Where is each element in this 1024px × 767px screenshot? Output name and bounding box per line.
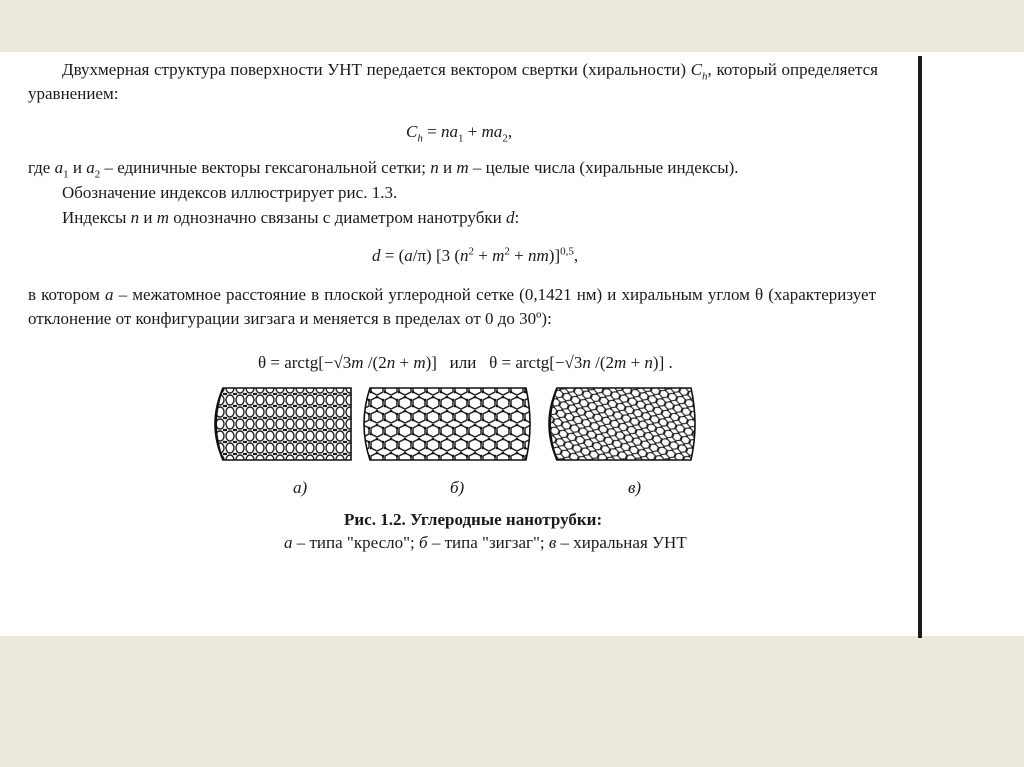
paragraph-1-line-1 bbox=[62, 60, 878, 83]
equation-chiral-angle: θ = arctg[−√3m /(2n + m)] или θ = arctg[−√3n /(2m + n)] . bbox=[258, 353, 673, 372]
paragraph-5-line-1: в котором a – межатомное расстояние в плоской углеродной сетке (0,1421 нм) и хиральным углом θ (характеризует bbox=[28, 285, 876, 304]
paragraph-1-line-2: уравнением: bbox=[28, 84, 119, 103]
equation-chirality-vector: $C_h = na_1 + ma_2$, bbox=[406, 122, 513, 145]
paragraph-2: где $a_1$ и $a_2$ – единичные векторы гексагональной сетки; n и m – целые числа (хиральные индексы). bbox=[28, 158, 739, 181]
paragraph-4: Индексы n и m однозначно связаны с диаметром нанотрубки d: bbox=[62, 208, 520, 227]
figure-caption: а – типа "кресло"; б – типа "зигзаг"; в – хиральная УНТ bbox=[284, 533, 687, 552]
p1-text: Двухмерная структура поверхности УНТ передается вектором свертки (хиральности) $C_h$, который определяется bbox=[62, 60, 878, 83]
paragraph-3: Обозначение индексов иллюстрирует рис. 1.3. bbox=[62, 183, 398, 202]
figure-label-c: в) bbox=[628, 478, 642, 497]
zigzag-nanotube-image bbox=[356, 382, 534, 466]
chiral-nanotube-image bbox=[539, 382, 699, 466]
paragraph-5-line-2: отклонение от конфигурации зигзага и меняется в пределах от 0 до 30º): bbox=[28, 309, 552, 328]
armchair-nanotube-image bbox=[205, 382, 355, 466]
figure-label-a: а) bbox=[293, 478, 308, 497]
equation-diameter: d = (a/π) [3 $(n^2 + m^2 + nm)]^{0,5}$, bbox=[372, 245, 579, 265]
page-edge-line bbox=[918, 56, 922, 638]
figure-title: Рис. 1.2. Углеродные нанотрубки: bbox=[344, 510, 603, 529]
figure-label-b: б) bbox=[450, 478, 465, 497]
